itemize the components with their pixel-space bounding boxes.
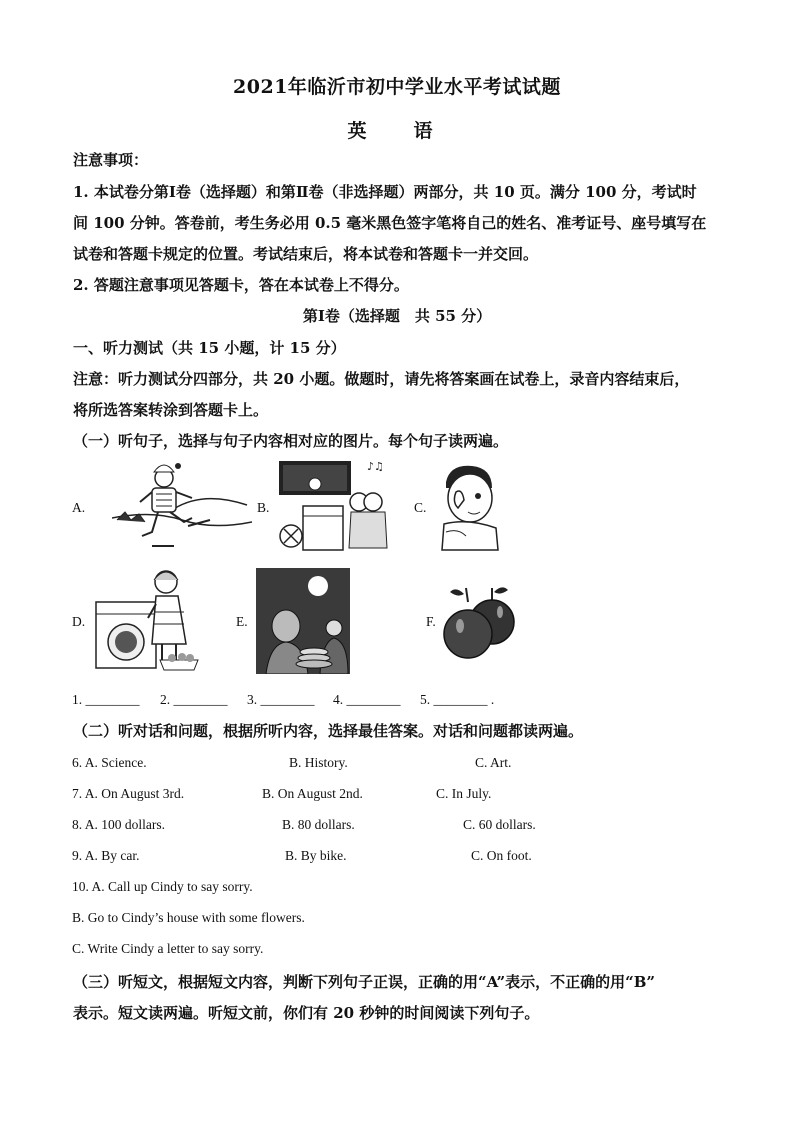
q6-option-a: 6. A. Science.	[72, 755, 147, 770]
picture-label-b: B.	[257, 500, 270, 515]
subject-title: 英 语	[347, 120, 447, 142]
q8-option-c: C. 60 dollars.	[463, 817, 536, 832]
q8-option-a: 8. A. 100 dollars.	[72, 817, 165, 832]
eye-covering-boy-icon	[432, 462, 504, 552]
sub-section-3-line-1: （三）听短文，根据短文内容，判断下列句子正误，正确的用“A”表示，不正确的用“B”	[73, 973, 656, 991]
q6-option-b: B. History.	[289, 755, 348, 770]
answer-blank-5[interactable]: 5. ________ .	[420, 692, 495, 707]
answer-blank-2[interactable]: 2. ________	[160, 692, 228, 707]
listening-note-line-1: 注意：听力测试分四部分，共 20 小题。做题时，请先将答案画在试卷上，录音内容结束后，	[73, 370, 690, 388]
svg-text:♪♫: ♪♫	[367, 460, 384, 473]
q9-option-b: B. By bike.	[285, 848, 347, 863]
q7-option-a: 7. A. On August 3rd.	[72, 786, 185, 801]
notice-item-1-line-1: 1. 本试卷分第Ⅰ卷（选择题）和第Ⅱ卷（非选择题）两部分，共 10 页。满分 100 分，考试时	[73, 183, 697, 201]
ice-skating-icon	[112, 460, 252, 555]
sub-section-3-line-2: 表示。短文读两遍。听短文前，你们有 20 秒钟的时间阅读下列句子。	[73, 1004, 540, 1022]
washing-machine-girl-icon	[94, 568, 206, 672]
picture-label-d: D.	[72, 614, 86, 629]
sub-section-1-heading: （一）听句子，选择与句子内容相对应的图片。每个句子读两遍。	[73, 432, 509, 450]
q9-option-a: 9. A. By car.	[72, 848, 140, 863]
answer-blank-1[interactable]: 1. ________	[72, 692, 140, 707]
picture-label-c: C.	[414, 500, 427, 515]
notice-heading: 注意事项：	[73, 151, 149, 169]
q10-option-c: C. Write Cindy a letter to say sorry.	[72, 941, 264, 956]
notice-item-2: 2. 答题注意事项见答题卡，答在本试卷上不得分。	[73, 276, 409, 294]
q10-option-a: 10. A. Call up Cindy to say sorry.	[72, 879, 253, 894]
answer-blank-4[interactable]: 4. ________	[333, 692, 401, 707]
picture-label-a: A.	[72, 500, 86, 515]
picture-label-e: E.	[236, 614, 248, 629]
listening-note-line-2: 将所选答案转涂到答题卡上。	[73, 401, 269, 419]
exam-title: 2021年临沂市初中学业水平考试试题	[233, 76, 561, 98]
part-1-heading: 第Ⅰ卷（选择题 共 55 分）	[302, 307, 492, 325]
q7-option-c: C. In July.	[436, 786, 492, 801]
no-noise-classroom-icon	[275, 458, 397, 554]
q6-option-c: C. Art.	[475, 755, 512, 770]
q7-option-b: B. On August 2nd.	[262, 786, 363, 801]
apples-icon	[442, 584, 518, 664]
mooncake-moon-icon	[256, 568, 350, 674]
notice-item-1-line-3: 试卷和答题卡规定的位置。考试结束后，将本试卷和答题卡一并交回。	[73, 245, 539, 263]
sub-section-2-heading: （二）听对话和问题，根据所听内容，选择最佳答案。对话和问题都读两遍。	[73, 722, 584, 740]
picture-label-f: F.	[426, 614, 436, 629]
answer-blank-3[interactable]: 3. ________	[247, 692, 315, 707]
section-1-heading: 一、听力测试（共 15 小题，计 15 分）	[73, 339, 346, 357]
notice-item-1-line-2: 间 100 分钟。答卷前，考生务必用 0.5 毫米黑色签字笔将自己的姓名、准考证号、座号填写在	[73, 214, 707, 232]
q10-option-b: B. Go to Cindy’s house with some flowers.	[72, 910, 305, 925]
q9-option-c: C. On foot.	[471, 848, 532, 863]
q8-option-b: B. 80 dollars.	[282, 817, 355, 832]
